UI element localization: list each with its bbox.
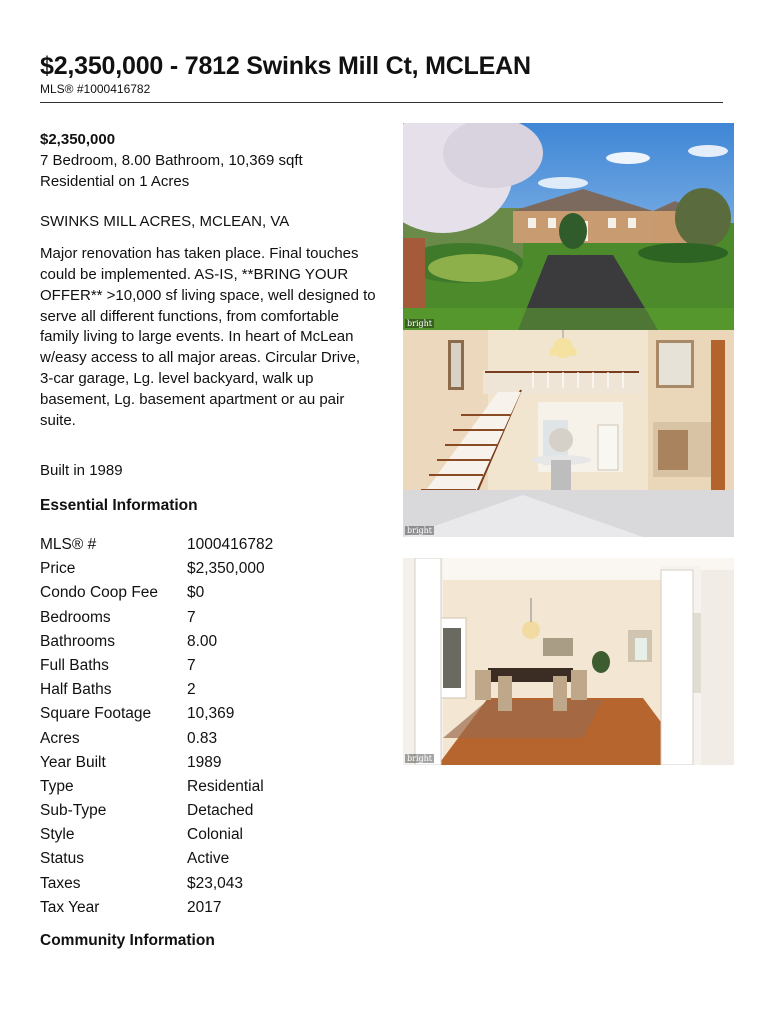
- fact-value: $2,350,000: [187, 560, 265, 578]
- fact-value: 7: [187, 608, 196, 626]
- fact-row: [40, 896, 376, 920]
- fact-label: Type: [40, 777, 74, 795]
- fact-row: [40, 751, 376, 775]
- fact-row: [40, 678, 376, 702]
- fact-row: [40, 533, 376, 557]
- photo-watermark: bright: [407, 526, 432, 535]
- fact-label: Tax Year: [40, 898, 100, 916]
- dining-room-photo: [403, 558, 734, 765]
- fact-value: Colonial: [187, 826, 244, 844]
- summary-beds-baths-sqft: 7 Bedroom, 8.00 Bathroom, 10,369 sqft: [40, 151, 303, 169]
- fact-row: [40, 654, 376, 678]
- fact-value: 2017: [187, 898, 222, 916]
- fact-label: Style: [40, 826, 75, 844]
- fact-label: Bedrooms: [40, 608, 111, 626]
- listing-summary: [40, 130, 376, 517]
- fact-row: [40, 557, 376, 581]
- fact-value: 0.83: [187, 729, 218, 747]
- fact-label: Half Baths: [40, 681, 112, 699]
- summary-subdivision: SWINKS MILL ACRES, MCLEAN, VA: [40, 213, 290, 231]
- community-info-heading: Community Information: [40, 932, 215, 949]
- fact-label: Taxes: [40, 874, 81, 892]
- fact-label: Sub-Type: [40, 802, 107, 820]
- fact-row: [40, 847, 376, 871]
- fact-value: 7: [187, 656, 196, 674]
- fact-value: $0: [187, 584, 205, 602]
- fact-value: 8.00: [187, 632, 218, 650]
- fact-label: Condo Coop Fee: [40, 584, 159, 602]
- exterior-photo: [403, 123, 734, 330]
- fact-label: Bathrooms: [40, 632, 115, 650]
- fact-label: Acres: [40, 729, 80, 747]
- photo-watermark: bright: [407, 754, 432, 763]
- fact-value: 1000416782: [187, 536, 274, 553]
- fact-label: MLS® #: [40, 536, 97, 553]
- fact-label: Year Built: [40, 753, 106, 771]
- fact-label: Price: [40, 560, 76, 578]
- fact-value: 1989: [187, 753, 222, 771]
- summary-price: $2,350,000: [40, 131, 116, 148]
- year-built-line: Built in 1989: [40, 462, 123, 480]
- fact-value: 10,369: [187, 705, 235, 723]
- property-description: Major renovation has taken place. Final touches could be implemented. AS-IS, **BRING YOUR OFFER** >10,000 sf living space, well designed to serve all different functions, from comfortable family living to large events. In heart of McLean w/easy access to all major areas. Circular Drive, 3-car garage, Lg. level backyard, walk up basement, Lg. basement apartment or au pair suite.: [40, 245, 376, 429]
- fact-value: $23,043: [187, 874, 244, 892]
- fact-row: [40, 799, 376, 823]
- foyer-photo: [403, 330, 734, 537]
- fact-value: Detached: [187, 802, 254, 820]
- mls-number: MLS® #1000416782: [40, 82, 151, 96]
- essential-info-heading: Essential Information: [40, 497, 198, 515]
- fact-row: [40, 606, 376, 630]
- page-title: $2,350,000 - 7812 Swinks Mill Ct, MCLEAN: [40, 52, 531, 80]
- fact-row: [40, 581, 376, 605]
- photo-watermark: bright: [407, 319, 432, 328]
- fact-value: 2: [187, 681, 196, 699]
- header-divider: [40, 102, 723, 103]
- summary-type-acres: Residential on 1 Acres: [40, 172, 190, 190]
- fact-row: [40, 775, 376, 799]
- fact-row: [40, 872, 376, 896]
- fact-row: [40, 823, 376, 847]
- fact-row: [40, 727, 376, 751]
- fact-value: Active: [187, 850, 230, 868]
- fact-row: [40, 630, 376, 654]
- fact-row: [40, 702, 376, 726]
- fact-value: Residential: [187, 777, 264, 795]
- fact-label: Square Footage: [40, 705, 152, 723]
- fact-label: Status: [40, 850, 84, 868]
- essential-info-table: [40, 533, 376, 920]
- fact-label: Full Baths: [40, 656, 109, 674]
